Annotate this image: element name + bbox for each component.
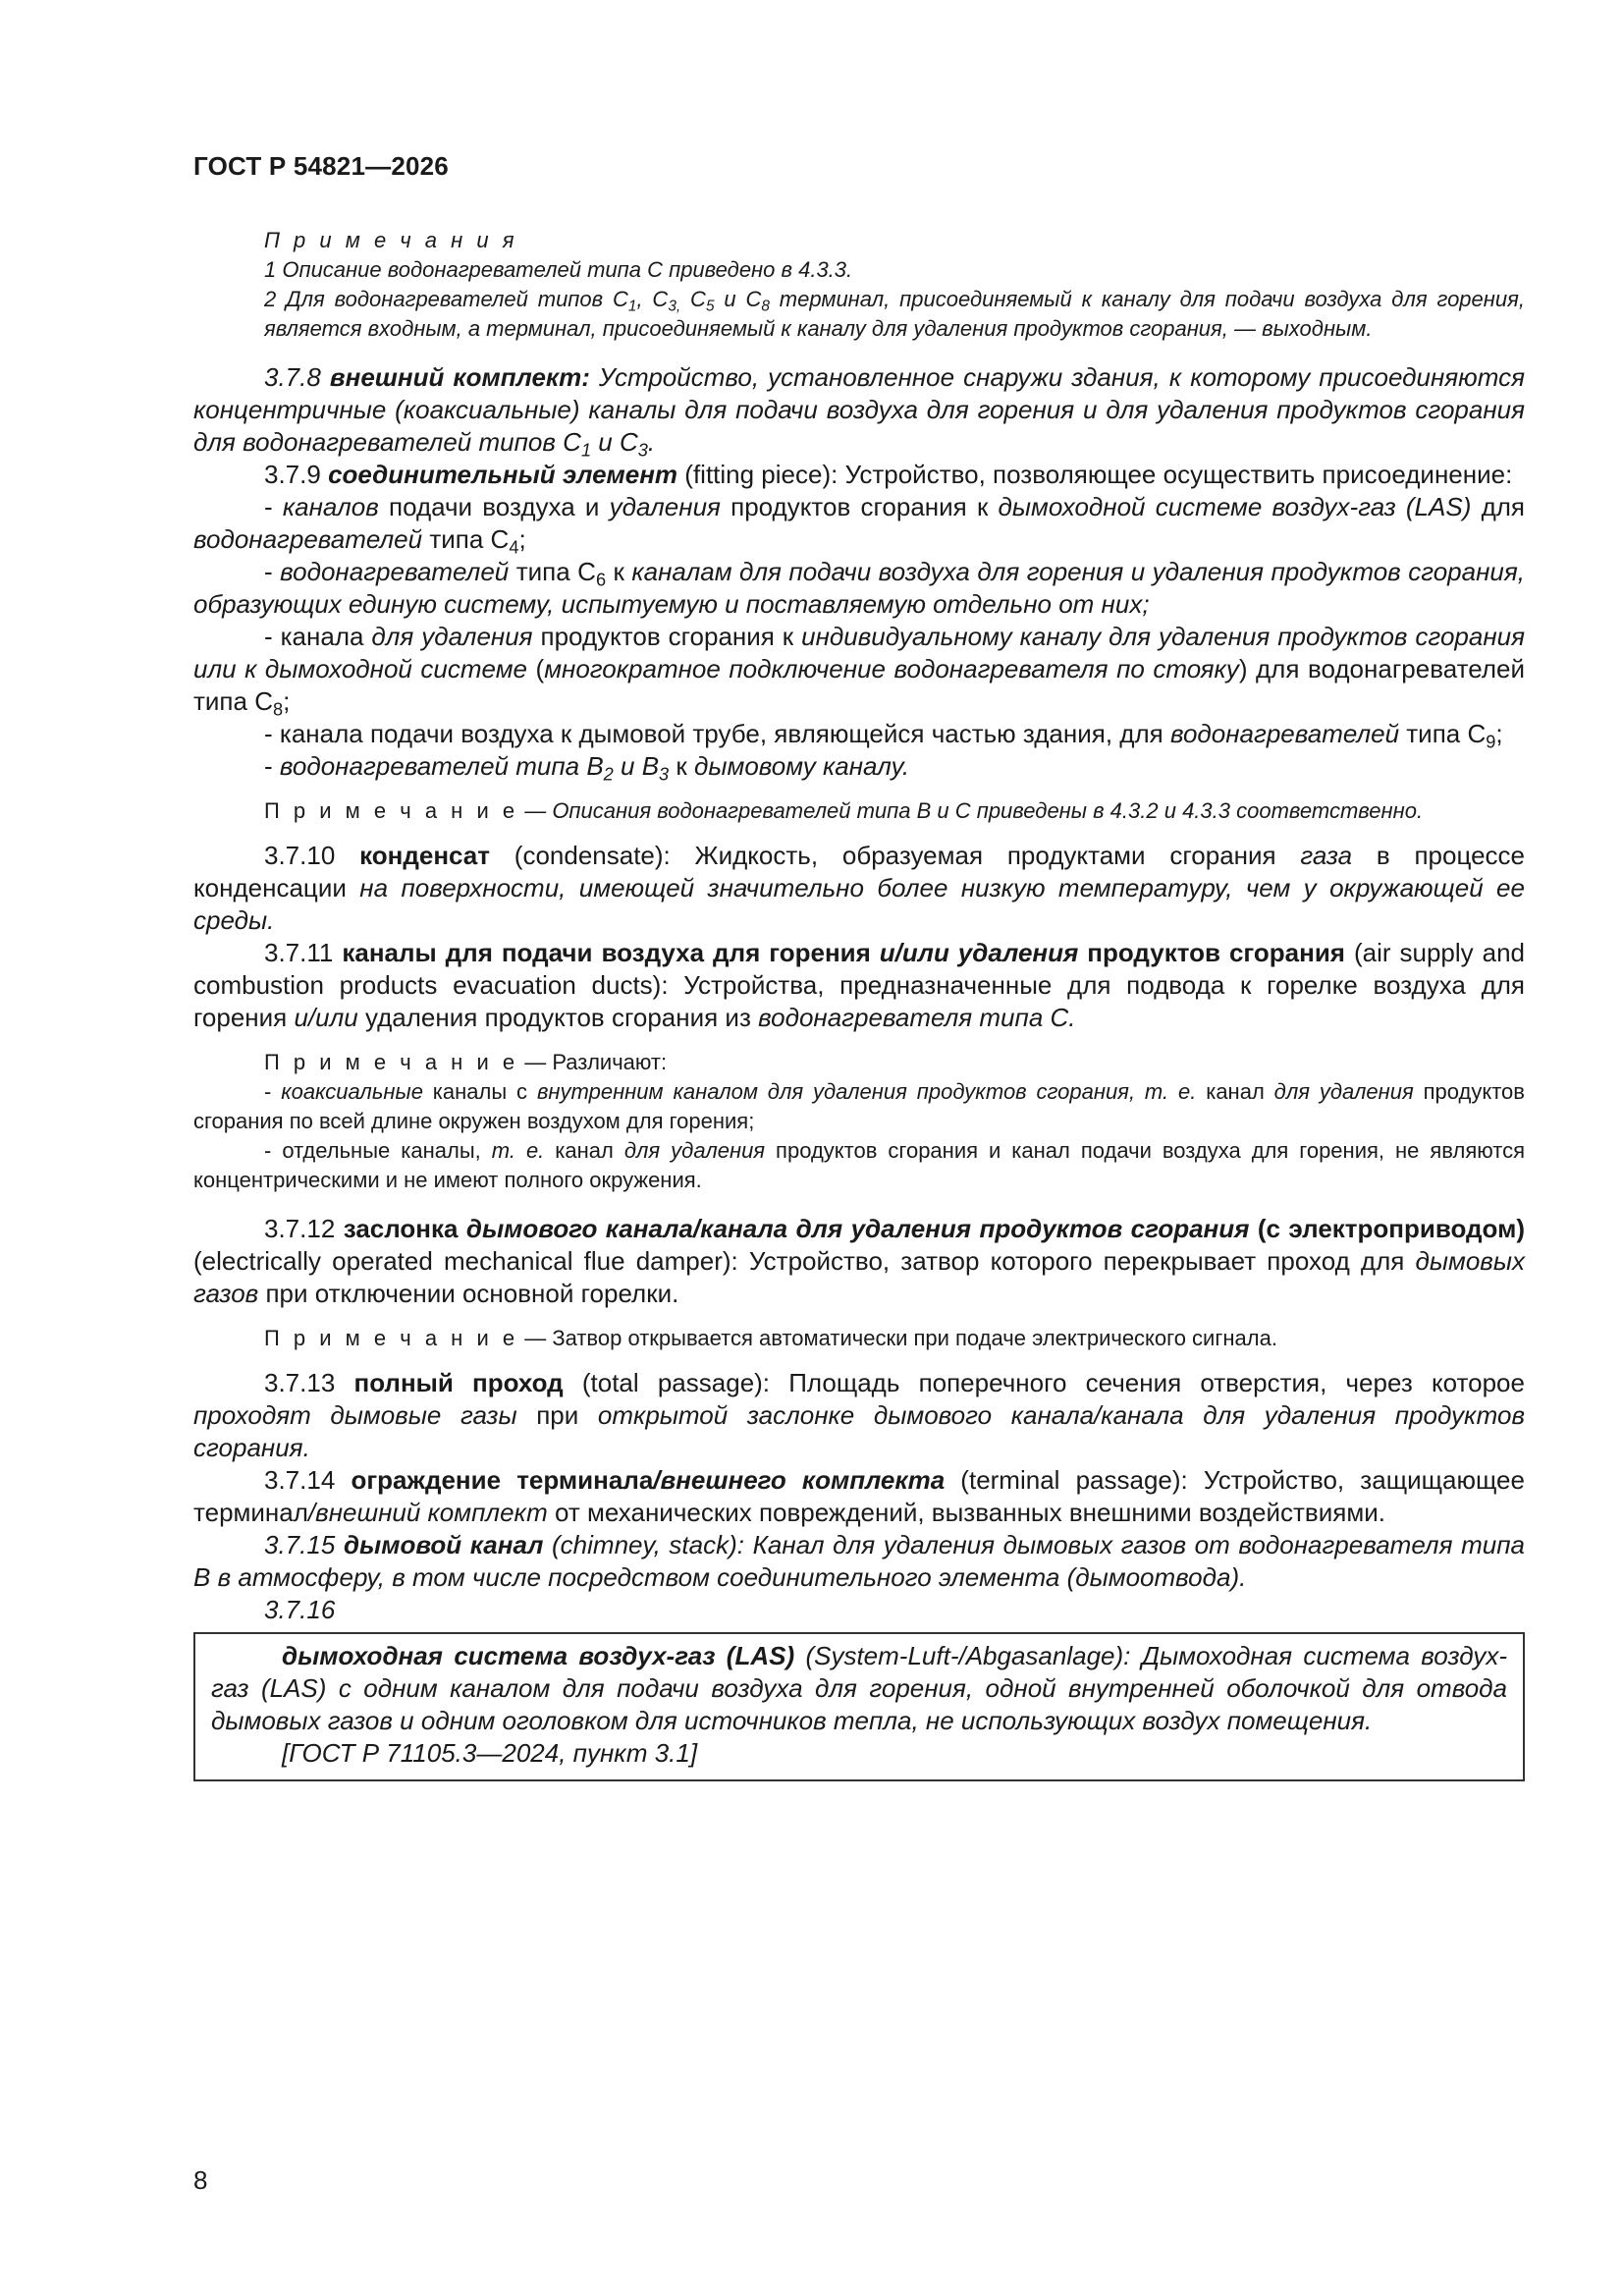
note-block: П р и м е ч а н и е — Затвор открывается автоматически при подаче электрического сигнала. bbox=[264, 1326, 1277, 1350]
clause-3-7-11: 3.7.11 каналы для подачи воздуха для горения и/или удаления продуктов сгорания (air supply and combustion products evacuation ducts): Устройства, предназначенные для подвода к горелке воздуха для горения и/или удаления продуктов сгорания из водонагревателя типа С. bbox=[193, 938, 1526, 1032]
list-item: - водонагревателей типа $С_6$ к каналам для подачи воздуха для горения и удаления продуктов сгорания, образующих единую систему, испытуемую и поставляемую отдельно от них; bbox=[193, 557, 1525, 619]
clause-3-7-12: 3.7.12 заслонка дымового канала/канала для удаления продуктов сгорания (с электроприводом) (electrically operated mechanical flue damper): Устройство, затвор которого перекрывает проход для дымовых газов при отключении основной горелки. bbox=[193, 1214, 1525, 1308]
clause-3-7-14: 3.7.14 ограждение терминала/внешнего комплекта (terminal passage): Устройство, защищающее терминал/внешний комплект от механических повреждений, вызванных внешними воздействиями. bbox=[193, 1465, 1525, 1527]
document-header: ГОСТ Р 54821—2026 bbox=[193, 151, 449, 181]
clause-3-7-10: 3.7.10 конденсат (condensate): Жидкость, образуемая продуктами сгорания газа в процессе конденсации на поверхности, имеющей значительно более низкую температуру, чем у окружающей ее среды. bbox=[193, 841, 1526, 935]
list-item: - канала подачи воздуха к дымовой трубе, являющейся частью здания, для водонагревателей типа $С_9$; bbox=[264, 719, 1503, 752]
note-block: П р и м е ч а н и е — Различают: - коаксиальные каналы с внутренним каналом для удаления продуктов сгорания, т. е. канал для удаления продуктов сгорания по всей длине окружен воздухом для горения; - отдельные каналы, т. е. канал для удаления продуктов сгорания и канал подачи воздуха для горения, не являются концентрическими и не имеют полного окружения. bbox=[193, 1048, 1525, 1195]
page-content bbox=[193, 226, 1525, 1781]
list-item: - каналов подачи воздуха и удаления продуктов сгорания к дымоходной системе воздух-газ (LAS) для водонагревателей типа $С_4$; bbox=[193, 492, 1525, 558]
clause-3-7-15: 3.7.15 дымовой канал (chimney, stack): Канал для удаления дымовых газов от водонагревателя типа В в атмосферу, в том числе посредством соединительного элемента (дымоотвода). bbox=[193, 1530, 1525, 1592]
note-block: П р и м е ч а н и е — Описания водонагревателей типа В и С приведены в 4.3.2 и 4.3.3 соответственно. bbox=[264, 798, 1424, 823]
clause-3-7-16-number: 3.7.16 bbox=[264, 1595, 336, 1624]
list-item: - коаксиальные каналы с внутренним каналом для удаления продуктов сгорания, т. е. канал для удаления продуктов сгорания по всей длине окружен воздухом для горения; bbox=[193, 1079, 1525, 1133]
clause-3-7-8: 3.7.8 внешний комплект: Устройство, установленное снаружи здания, к которому присоединяются концентричные (коаксиальные) каналы для подачи воздуха для горения и для удаления продуктов сгорания для водонагревателей типов $С_1$ и $С_3$. bbox=[193, 362, 1525, 461]
clause-3-7-13: 3.7.13 полный проход (total passage): Площадь поперечного сечения отверстия, через которое проходят дымовые газы при открытой заслонке дымового канала/канала для удаления продуктов сгорания. bbox=[193, 1368, 1526, 1462]
clause-3-7-9: 3.7.9 соединительный элемент (fitting piece): Устройство, позволяющее осуществить присоединение: bbox=[264, 460, 1513, 489]
notes-title: П р и м е ч а н и я bbox=[264, 228, 518, 252]
note-2: 2 Для водонагревателей типов $С_1$, $С_{3,}$ $С_5$ и $С_8$ терминал, присоединяемый к каналу для подачи воздуха для горения, является входным, а терминал, присоединяемый к каналу для удаления продуктов сгорания, — выходным. bbox=[264, 287, 1525, 341]
source-reference: [ГОСТ Р 71105.3—2024, пункт 3.1] bbox=[282, 1738, 698, 1768]
clause-3-7-16-definition: дымоходная система воздух-газ (LAS) (System-Luft-/Abgasanlage): Дымоходная система воздух-газ (LAS) с одним каналом для подачи воздуха для горения, одной внутренней оболочкой для отвода дымовых газов и одним оголовком для источников тепла, не использующих воздух помещения. bbox=[211, 1641, 1507, 1735]
page-number: 8 bbox=[193, 2165, 208, 2195]
list-item: - водонагревателей типа $В_2$ и $В_3$ к дымовому каналу. bbox=[264, 751, 910, 785]
quoted-definition-frame bbox=[193, 1632, 1525, 1781]
note-1: 1 Описание водонагревателей типа С приведено в 4.3.3. bbox=[264, 257, 853, 282]
notes-block bbox=[193, 226, 1525, 344]
list-item: - канала для удаления продуктов сгорания к индивидуальному каналу для удаления продуктов сгорания или к дымоходной системе (многократное подключение водонагревателя по стояку) для водонагревателей типа $С_8$; bbox=[193, 622, 1525, 720]
list-item: - отдельные каналы, т. е. канал для удаления продуктов сгорания и канал подачи воздуха для горения, не являются концентрическими и не имеют полного окружения. bbox=[193, 1138, 1525, 1192]
